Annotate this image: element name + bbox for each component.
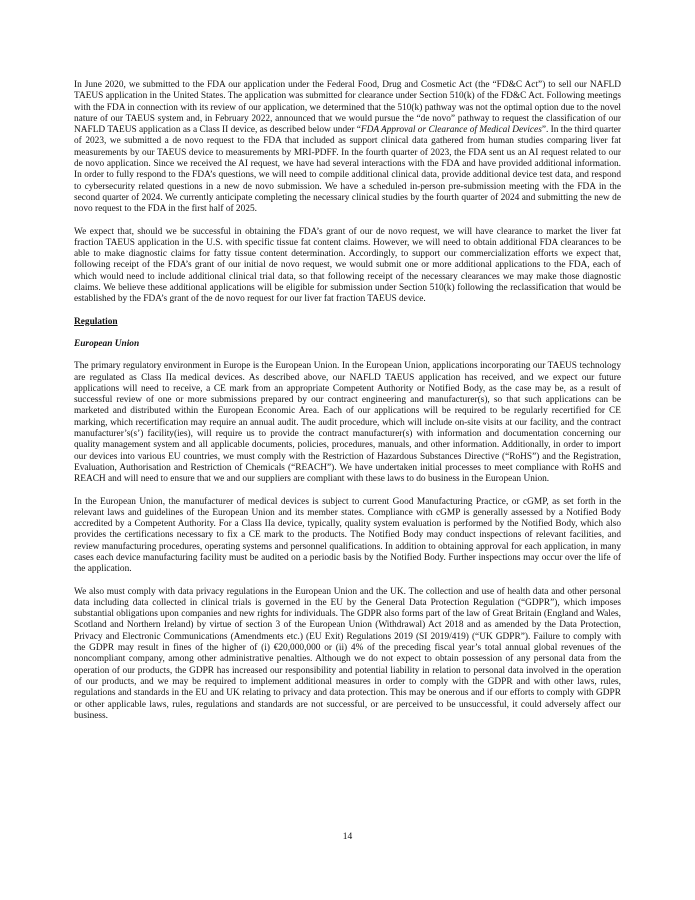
subheading-european-union: European Union [74,338,140,349]
paragraph-fda-clearance-expectations: We expect that, should we be successful in obtaining the FDA’s grant of our de novo request, we will have clearance to market the liver fat fraction TAEUS application in the U.S. with specific tissue fat content claims. However, we will need to obtain additional FDA clearances to be able to make diagnostic claims for fatty tissue content determination. Accordingly, to support our commercialization efforts we expect that, following receipt of the FDA’s grant of our initial de novo request, we would submit one or more additional applications to the FDA, each of which would need to include additional clinical trial data, so that following receipt of the necessary clearances we may make those diagnostic claims. We believe these additional applications will be eligible for submission under Section 510(k) following the reclassification that would be established by the FDA’s grant of the de novo request for our liver fat fraction TAEUS device. [74,226,621,305]
paragraph-data-privacy: We also must comply with data privacy regulations in the European Union and the UK. The collection and use of health data and other personal data including data collected in clinical trials is governed in the EU by the General Data Protection Regulation (“GDPR”), which imposes substantial obligations upon companies and new rights for individuals. The GDPR also forms part of the law of Great Britain (England and Wales, Scotland and Northern Ireland) by virtue of section 3 of the European Union (Withdrawal) Act 2018 and as amended by the Data Protection, Privacy and Electronic Communications (Amendments etc.) (EU Exit) Regulations 2019 (SI 2019/419) (“UK GDPR”). Failure to comply with the GDPR may result in fines of the higher of (i) €20,000,000 or (ii) 4% of the preceding fiscal year’s total annual global revenues of the noncompliant company, among other administrative penalties. Although we do not expect to obtain possession of any personal data from the operation of our products, the GDPR has increased our responsibility and potential liability in relation to personal data involved in the operation of our products, and we may be required to implement additional measures in order to comply with the GDPR and with other laws, rules, regulations and standards in the EU and UK relating to privacy and data protection. This may be onerous and if our efforts to comply with GDPR or other applicable laws, rules, regulations and standards are not successful, or are perceived to be unsuccessful, it could adversely affect our business. [74,586,621,721]
paragraph-fda-submission-part-2: ”. In the third quarter of 2023, we submitted a de novo request to the FDA that included as support clinical data gathered from human studies comparing liver fat measurements by our TAEUS device to measurements by MRI-PDFF. In the fourth quarter of 2023, the FDA sent us an AI request related to our de novo application. Since we received the AI request, we have had several interactions with the FDA and have provided additional information. In order to fully respond to the FDA’s questions, we will need to compile additional clinical data, provide additional device test data, and respond to cybersecurity related questions in a new de novo submission. We have a scheduled in-person pre-submission meeting with the FDA in the second quarter of 2024. We currently anticipate completing the necessary clinical studies by the fourth quarter of 2024 and submitting the new de novo request to the FDA in the first half of 2025. [74,125,621,215]
page-number: 14 [342,832,353,842]
paragraph-eu-cgmp: In the European Union, the manufacturer of medical devices is subject to current Good Manufacturing Practice, or cGMP, as set forth in the relevant laws and guidelines of the European Union and its member states. Compliance with cGMP is generally assessed by a Notified Body accredited by a Competent Authority. For a Class IIa device, typically, quality system evaluation is performed by the Notified Body, which also provides the certifications necessary to fix a CE mark to the products. The Notified Body may conduct inspections of relevant facilities, and review manufacturing procedures, operating systems and personnel qualifications. In addition to obtaining approval for each application, in many cases each device manufacturing facility must be audited on a periodic basis by the Notified Body. Further inspections may occur over the life of the application. [74,496,621,575]
section-reference-link-text: FDA Approval or Clearance of Medical Devices [360,125,542,136]
paragraph-fda-submission-part-1: In June 2020, we submitted to the FDA our application under the Federal Food, Drug and Cosmetic Act (the “FD&C Act”) to sell our NAFLD TAEUS application in the United States. The application was submitted for clearance under Section 510(k) of the FD&C Act. Following meetings with the FDA in connection with its review of our application, we determined that the 510(k) pathway was not the optimal option due to the novel nature of our TAEUS system and, in February 2022, announced that we would pursue the “de novo” pathway to request the classification of our NAFLD TAEUS application as a Class II device, as described below under “ [74,80,621,136]
paragraph-fda-submission [74,80,621,216]
document-body [74,80,621,733]
section-heading-regulation: Regulation [74,316,118,327]
paragraph-eu-regulatory-environment: The primary regulatory environment in Europe is the European Union. In the European Union, applications incorporating our TAEUS technology are regulated as Class IIa medical devices. As described above, our NAFLD TAEUS application has received, and we expect our future applications will need to receive, a CE mark from an appropriate Competent Authority or Notified Body, as the case may be, as a result of successful review of one or more submissions prepared by our contract engineering and manufacturer(s), so that such applications can be marketed and distributed within the European Economic Area. Each of our applications will be required to be regularly recertified for CE marking, which recertification may require an annual audit. The audit procedure, which will include on-site visits at our facility, and the contract manufacturer’s(s’) facility(ies), will require us to provide the contract manufacturer(s) with information and documentation concerning our quality management system and all applicable documents, policies, procedures, manuals, and other information. Additionally, in order to import our devices into various EU countries, we must comply with the Restriction of Hazardous Substances Directive (“RoHS”) and the Registration, Evaluation, Authorisation and Restriction of Chemicals (“REACH”). We have undertaken initial processes to meet compliance with RoHS and REACH and will need to ensure that we and our suppliers are compliant with these laws to do business in the European Union. [74,361,621,485]
